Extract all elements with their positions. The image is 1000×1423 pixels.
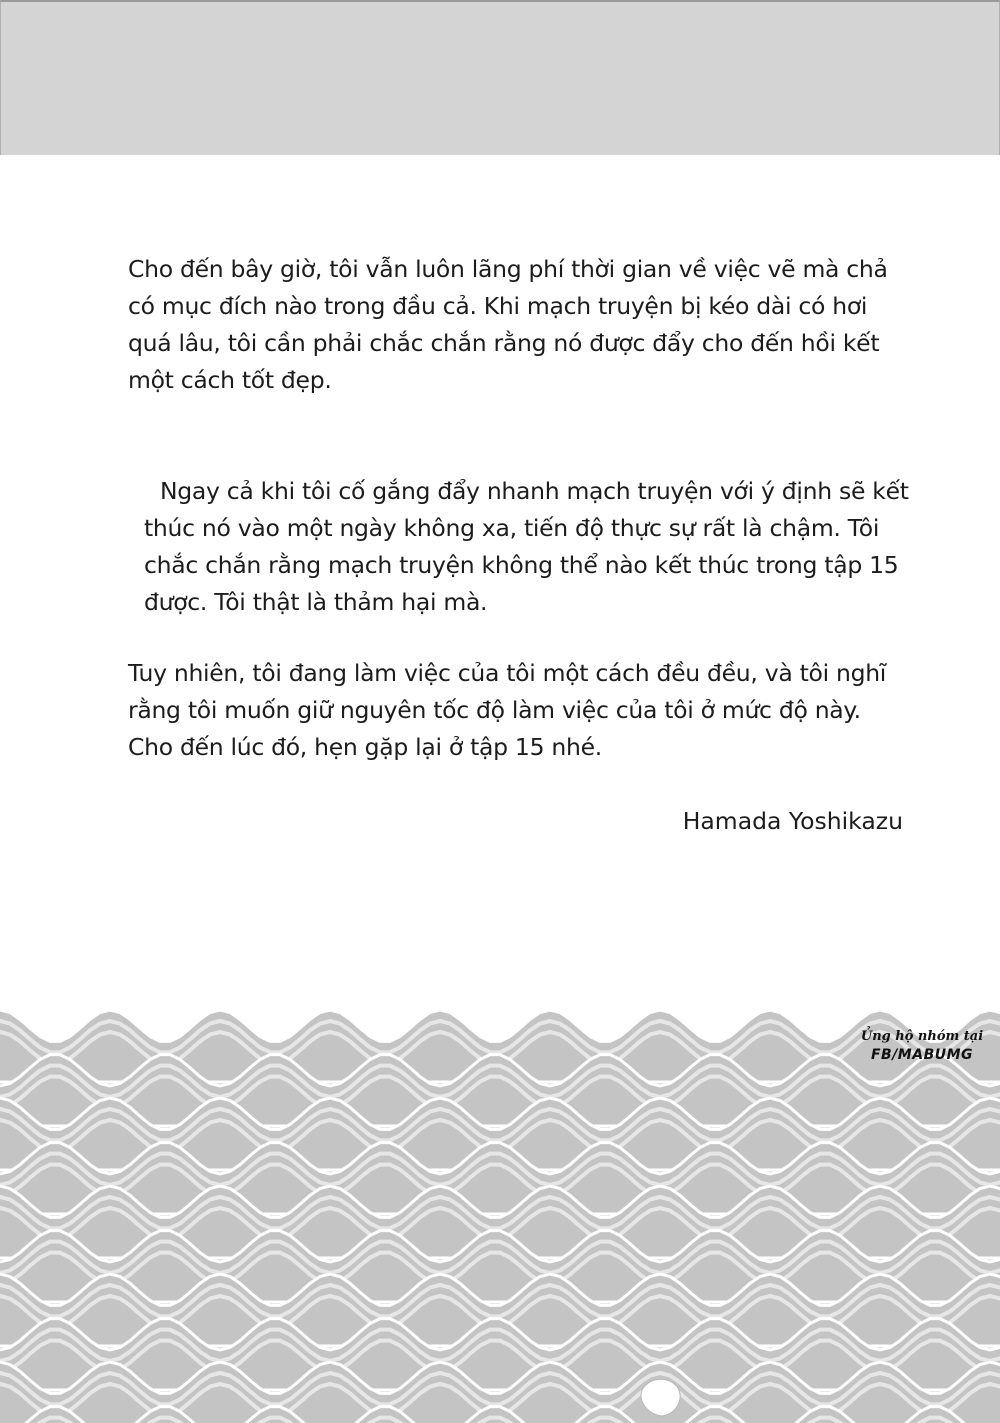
paragraph-line: Tuy nhiên, tôi đang làm việc của tôi một cách đều đều, và tôi nghĩ: [128, 659, 887, 687]
paragraph-line: rằng tôi muốn giữ nguyên tốc độ làm việc của tôi ở mức độ này.: [128, 696, 861, 724]
credit-label: [852, 1028, 992, 1064]
paragraph-line: thúc nó vào một ngày không xa, tiến độ thực sự rất là chậm. Tôi: [144, 514, 880, 542]
paragraph-line: Cho đến lúc đó, hẹn gặp lại ở tập 15 nhé.: [128, 733, 602, 761]
paragraph-2: [128, 473, 918, 621]
paragraph-line: có mục đích nào trong đầu cả. Khi mạch truyện bị kéo dài có hơi: [128, 292, 868, 320]
wave-pattern: [0, 1010, 1000, 1423]
author-signature: Hamada Yoshikazu: [682, 807, 903, 835]
credit-line-2: FB/MABUMG: [870, 1047, 974, 1063]
paragraph-line: Cho đến bây giờ, tôi vẫn luôn lãng phí thời gian về việc vẽ mà chả: [128, 255, 888, 283]
paragraph-1: [128, 251, 918, 399]
header-band: [0, 0, 1000, 155]
paragraph-line: quá lâu, tôi cần phải chắc chắn rằng nó được đẩy cho đến hồi kết: [128, 329, 880, 357]
paragraph-line: được. Tôi thật là thảm hại mà.: [144, 588, 488, 616]
paragraph-line: một cách tốt đẹp.: [128, 366, 332, 394]
paragraph-line: chắc chắn rằng mạch truyện không thể nào kết thúc trong tập 15: [144, 551, 899, 579]
paragraph-3: [128, 655, 918, 766]
paragraph-line: Ngay cả khi tôi cố gắng đẩy nhanh mạch truyện với ý định sẽ kết: [160, 477, 909, 505]
credit-line-1: Ủng hộ nhóm tại: [860, 1029, 984, 1044]
